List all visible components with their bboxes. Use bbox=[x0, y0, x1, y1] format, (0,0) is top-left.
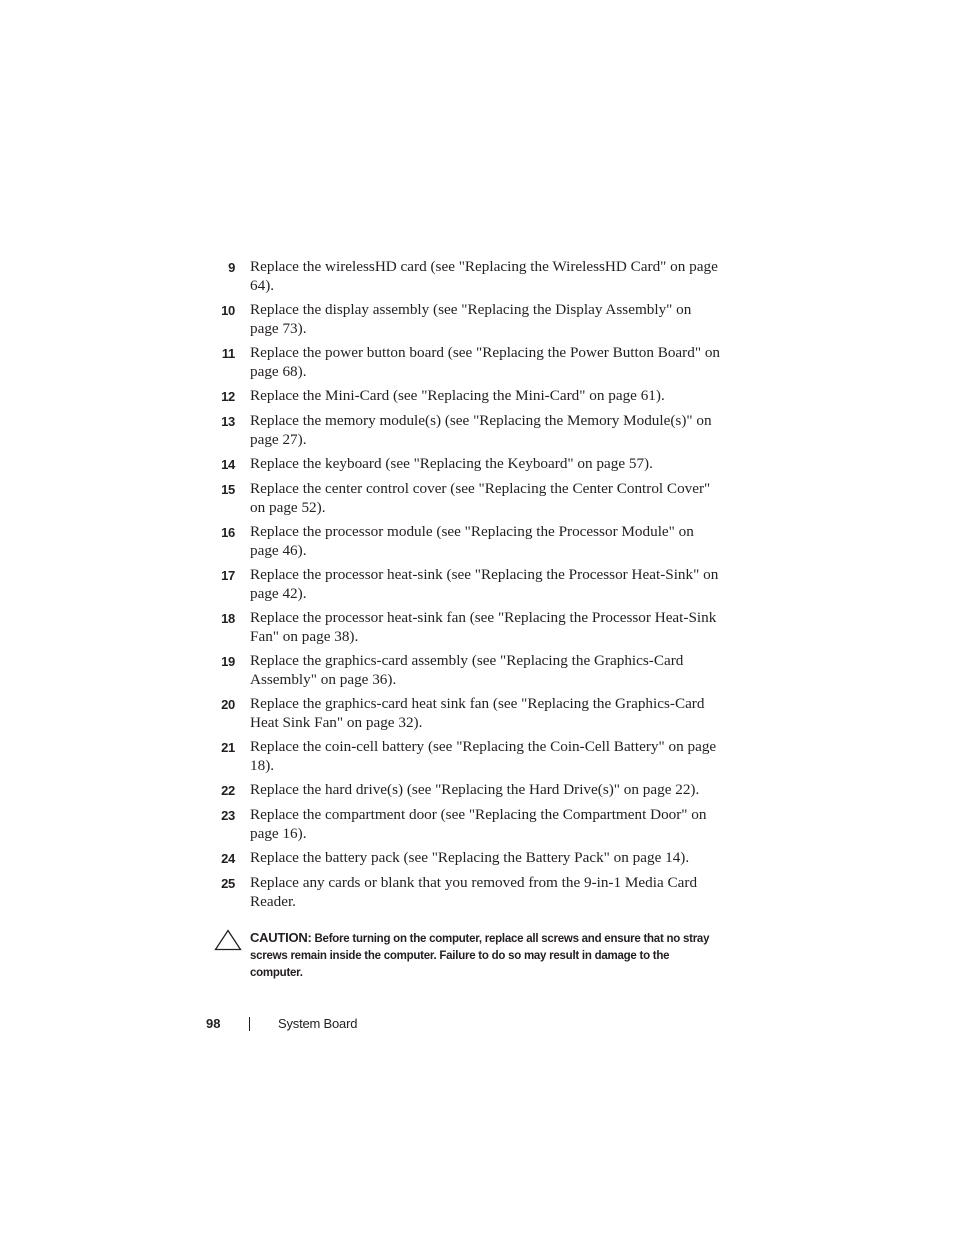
page-footer bbox=[206, 1014, 357, 1033]
step-item bbox=[213, 737, 723, 775]
step-number: 20 bbox=[221, 697, 235, 712]
step-item bbox=[213, 805, 723, 843]
step-text: Replace the graphics-card assembly (see "Replacing the Graphics-Card Assembly" on page 36). bbox=[250, 652, 684, 688]
section-name: System Board bbox=[278, 1016, 358, 1031]
step-number: 19 bbox=[221, 654, 235, 669]
step-text: Replace the keyboard (see "Replacing the Keyboard" on page 57). bbox=[250, 455, 653, 472]
step-number: 9 bbox=[228, 260, 235, 275]
step-number: 15 bbox=[221, 482, 235, 497]
step-item bbox=[213, 343, 723, 381]
step-number: 12 bbox=[221, 389, 235, 404]
step-text: Replace any cards or blank that you removed from the 9-in-1 Media Card Reader. bbox=[250, 874, 698, 910]
step-item bbox=[213, 479, 723, 517]
step-text: Replace the battery pack (see "Replacing the Battery Pack" on page 14). bbox=[250, 849, 690, 866]
step-item bbox=[213, 694, 723, 732]
step-item bbox=[213, 522, 723, 560]
step-item bbox=[213, 608, 723, 646]
step-text: Replace the display assembly (see "Replacing the Display Assembly" on page 73). bbox=[250, 301, 692, 337]
step-number: 18 bbox=[221, 611, 235, 626]
page-number: 98 bbox=[206, 1016, 221, 1031]
step-item bbox=[213, 873, 723, 911]
step-number: 11 bbox=[221, 346, 235, 361]
step-item bbox=[213, 565, 723, 603]
step-text: Replace the graphics-card heat sink fan (see "Replacing the Graphics-Card Heat Sink Fan" on page 32). bbox=[250, 695, 705, 731]
step-text: Replace the processor heat-sink (see "Replacing the Processor Heat-Sink" on page 42). bbox=[250, 566, 719, 602]
step-number: 17 bbox=[221, 568, 235, 583]
step-text: Replace the memory module(s) (see "Replacing the Memory Module(s)" on page 27). bbox=[250, 412, 712, 448]
step-text: Replace the coin-cell battery (see "Replacing the Coin-Cell Battery" on page 18). bbox=[250, 738, 717, 774]
step-text: Replace the compartment door (see "Replacing the Compartment Door" on page 16). bbox=[250, 806, 707, 842]
step-item bbox=[213, 411, 723, 449]
step-number: 21 bbox=[221, 740, 235, 755]
step-text: Replace the power button board (see "Replacing the Power Button Board" on page 68). bbox=[250, 344, 721, 380]
step-number: 13 bbox=[221, 414, 235, 429]
step-text: Replace the processor module (see "Replacing the Processor Module" on page 46). bbox=[250, 523, 694, 559]
step-number: 22 bbox=[221, 783, 235, 798]
step-item bbox=[213, 300, 723, 338]
step-item bbox=[213, 780, 723, 800]
step-item bbox=[213, 257, 723, 295]
procedure-steps bbox=[213, 257, 723, 916]
footer-divider bbox=[249, 1017, 250, 1031]
step-number: 25 bbox=[221, 876, 235, 891]
step-number: 14 bbox=[221, 457, 235, 472]
step-text: Replace the hard drive(s) (see "Replacing the Hard Drive(s)" on page 22). bbox=[250, 781, 700, 798]
step-number: 23 bbox=[221, 808, 235, 823]
step-text: Replace the center control cover (see "Replacing the Center Control Cover" on page 52). bbox=[250, 480, 711, 516]
step-item bbox=[213, 848, 723, 868]
caution-label: CAUTION: bbox=[250, 930, 312, 945]
step-item bbox=[213, 651, 723, 689]
step-number: 10 bbox=[221, 303, 235, 318]
caution-notice bbox=[214, 929, 719, 982]
step-number: 16 bbox=[221, 525, 235, 540]
step-number: 24 bbox=[221, 851, 235, 866]
caution-message: Before turning on the computer, replace all screws and ensure that no stray screws remain inside the computer. Failure to do so may result in damage to the computer. bbox=[250, 933, 710, 979]
caution-text-block bbox=[250, 929, 719, 982]
step-item bbox=[213, 454, 723, 474]
step-text: Replace the processor heat-sink fan (see "Replacing the Processor Heat-Sink Fan" on page 38). bbox=[250, 609, 717, 645]
step-item bbox=[213, 386, 723, 406]
warning-triangle-icon bbox=[214, 929, 242, 956]
step-text: Replace the Mini-Card (see "Replacing the Mini-Card" on page 61). bbox=[250, 387, 665, 404]
step-text: Replace the wirelessHD card (see "Replacing the WirelessHD Card" on page 64). bbox=[250, 258, 718, 294]
